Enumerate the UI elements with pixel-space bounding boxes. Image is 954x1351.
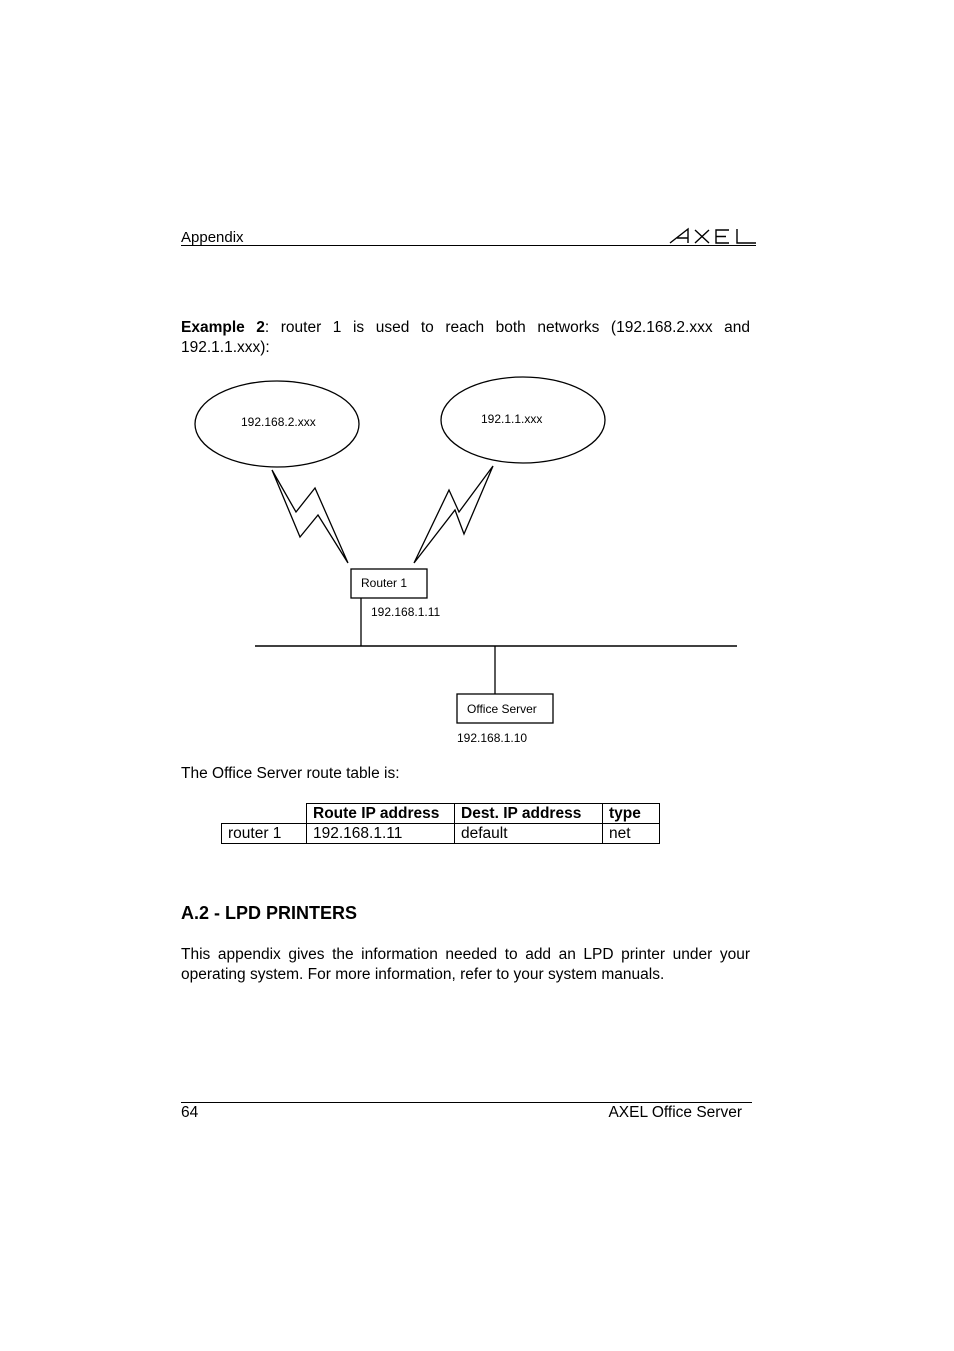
route-table-header-cell: Route IP address [307,804,455,824]
route-table-cell: default [455,824,603,844]
route-table-intro: The Office Server route table is: [181,765,400,782]
link-b-lightning-icon [414,466,493,563]
server-label: Office Server [467,702,537,716]
router-ip-label: 192.168.1.11 [371,605,441,619]
header-section-label: Appendix [181,229,244,246]
route-table-cell: net [603,824,660,844]
section-body: This appendix gives the information needed to add an LPD printer under your operating system. For more information, refer to your system manuals. [181,946,750,983]
example-label: Example 2 [181,319,265,336]
example-text-line2: 192.1.1.xxx): [181,339,270,356]
network-a-label: 192.168.2.xxx [241,415,316,429]
example-text-line1: : router 1 is used to reach both networks (192.168.2.xxx and [264,319,750,336]
route-table-cell: 192.168.1.11 [307,824,455,844]
route-table-header-cell: type [603,804,660,824]
link-a-lightning-icon [272,470,348,563]
route-table-header-row [222,804,660,824]
server-ip-label: 192.168.1.10 [457,731,528,745]
network-b-label: 192.1.1.xxx [481,412,543,426]
section-title: A.2 - LPD PRINTERS [181,903,358,923]
footer-doc-title: AXEL Office Server [608,1104,742,1121]
route-table-cell: router 1 [222,824,307,844]
route-table-header-cell [222,804,307,824]
footer-rule [181,1102,752,1103]
route-table-header-cell: Dest. IP address [455,804,603,824]
router-label: Router 1 [361,576,408,590]
table-row [222,824,660,844]
page-number: 64 [181,1104,199,1121]
route-table [221,803,660,844]
